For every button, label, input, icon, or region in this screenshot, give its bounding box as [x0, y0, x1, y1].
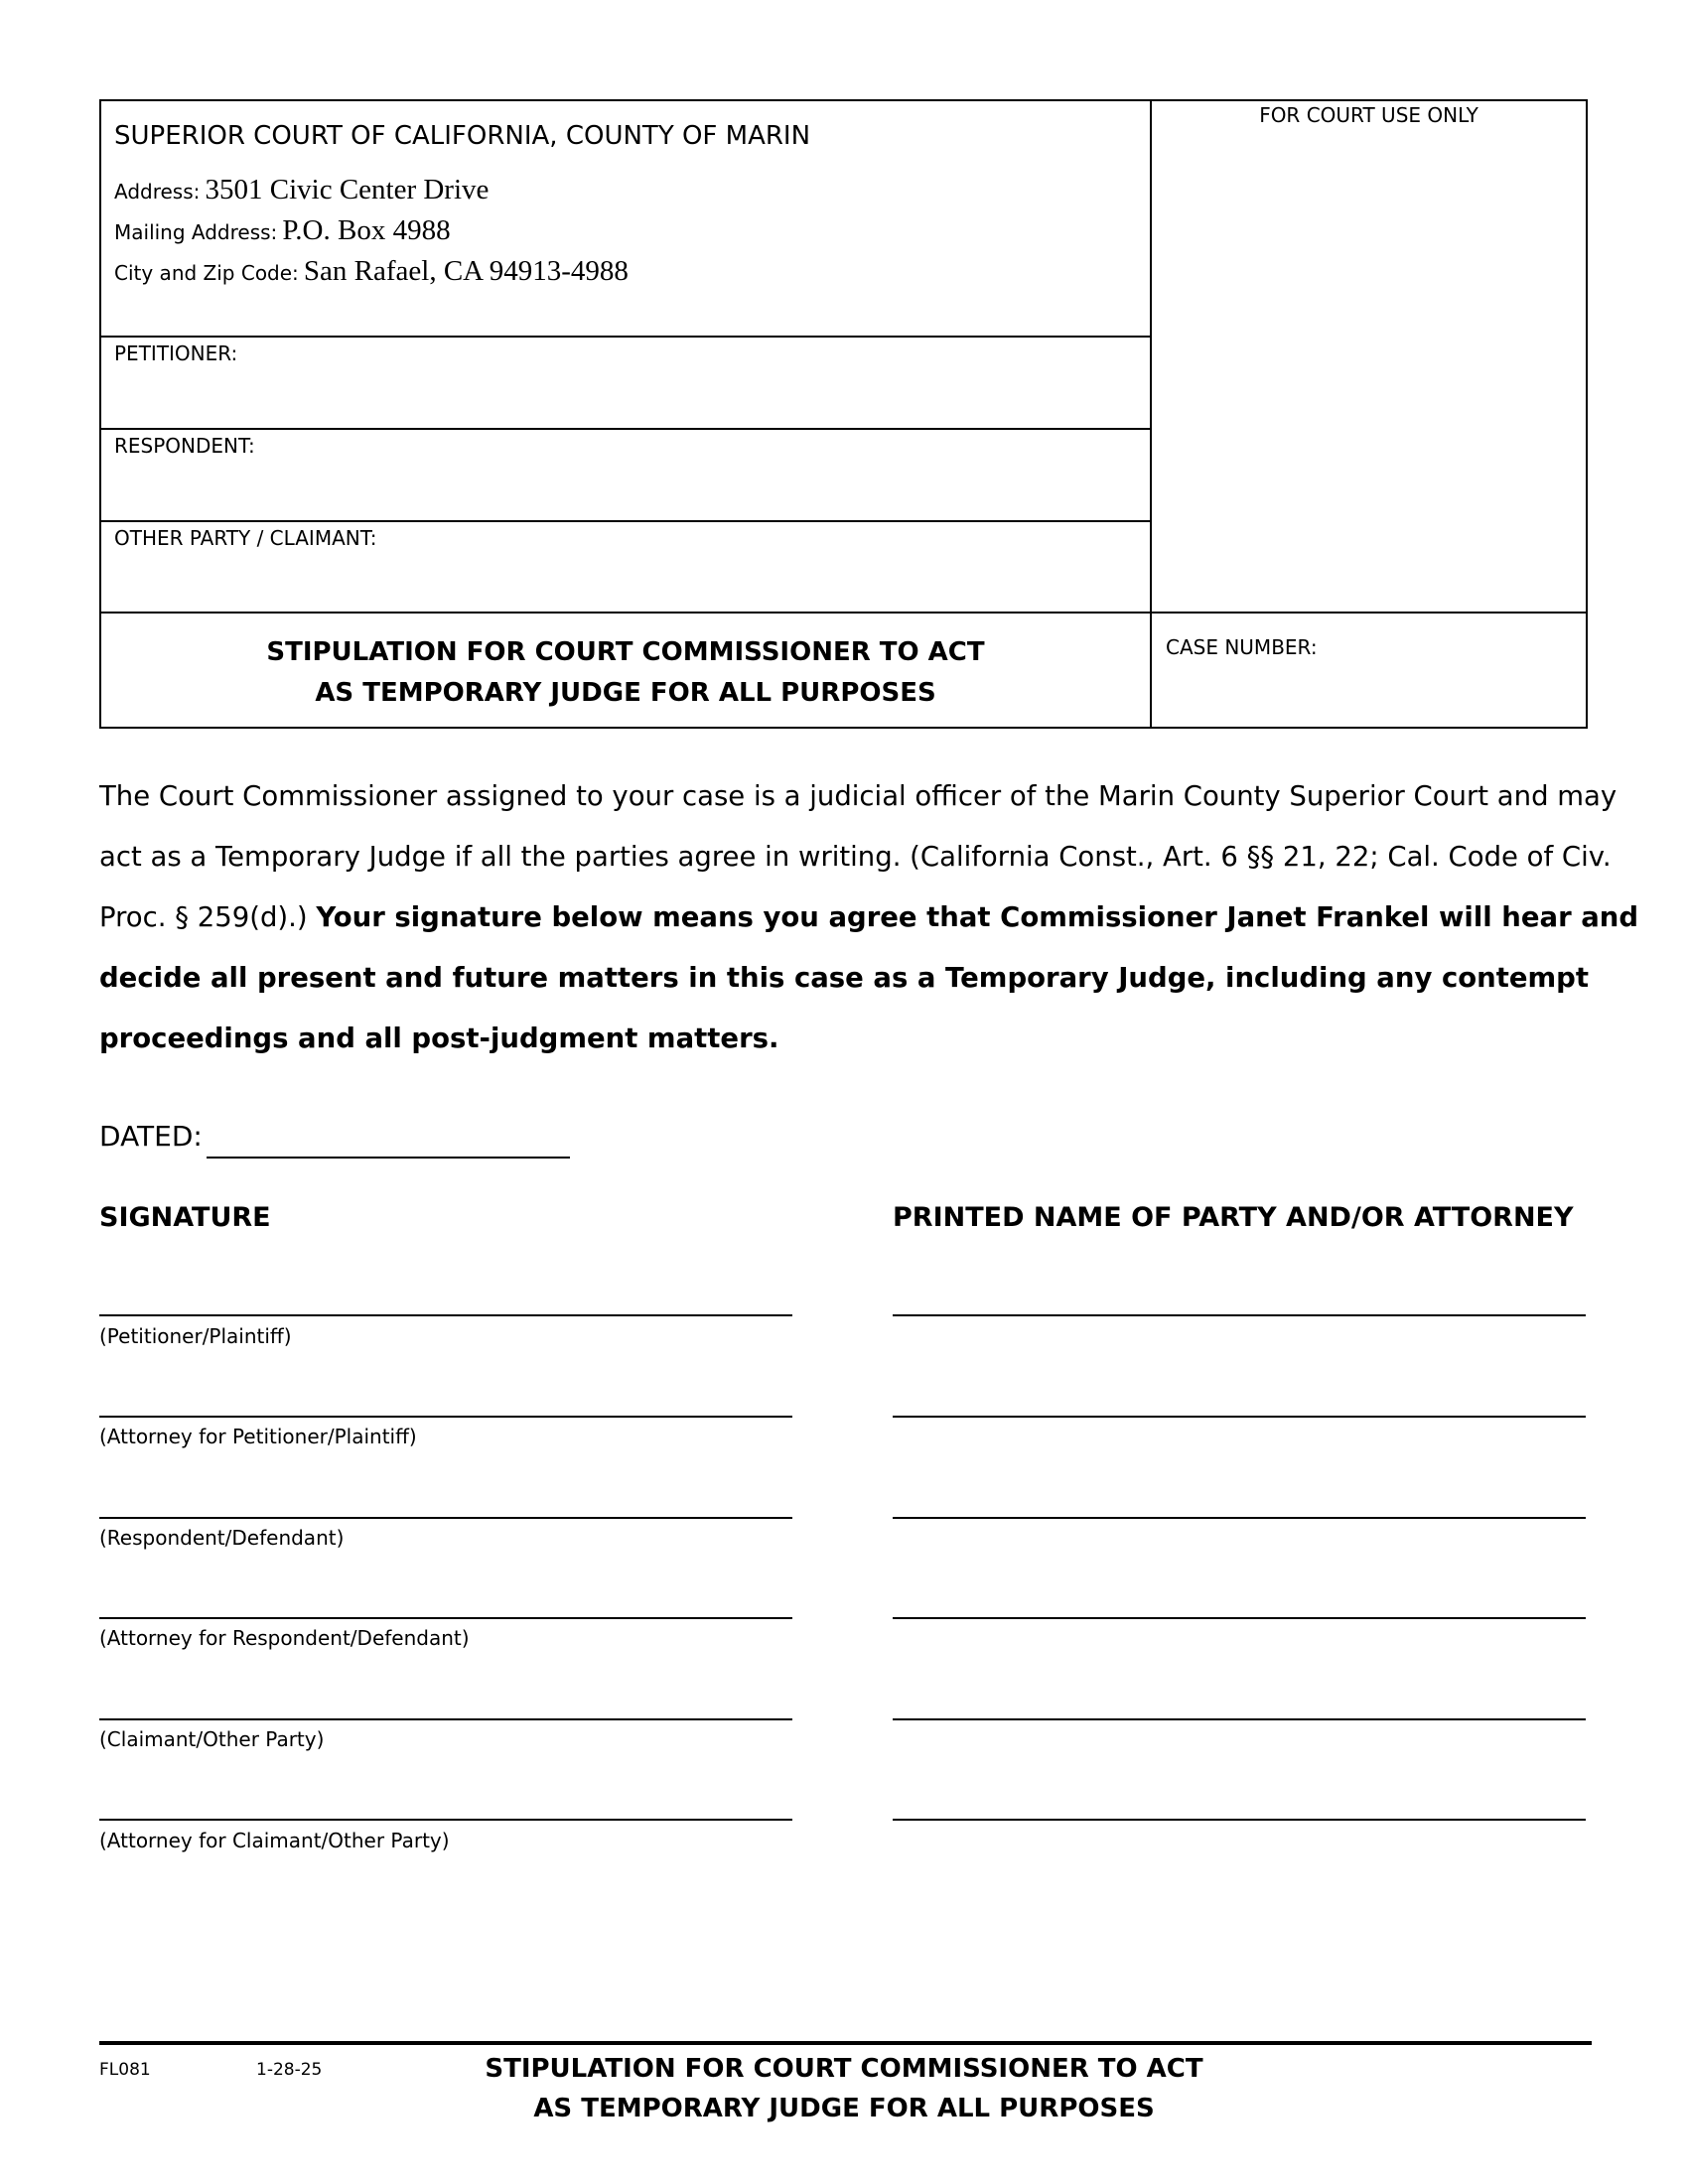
- signature-caption: (Respondent/Defendant): [99, 1526, 345, 1550]
- paragraph-bold-text: proceedings and all post-judgment matters.: [99, 1023, 779, 1054]
- petitioner-printed-name-line[interactable]: [893, 1314, 1586, 1316]
- form-title-line-2: AS TEMPORARY JUDGE FOR ALL PURPOSES: [315, 678, 936, 708]
- respondent-printed-name-line[interactable]: [893, 1517, 1586, 1519]
- paragraph-bold-text: decide all present and future matters in this case as a Temporary Judge, including any contempt: [99, 962, 1589, 994]
- footer-title: [397, 2049, 1291, 2128]
- other-party-label: OTHER PARTY / CLAIMANT:: [114, 526, 377, 550]
- address-value: 3501 Civic Center Drive: [205, 174, 490, 205]
- paragraph-bold-text: Your signature below means you agree that Commissioner Janet Frankel will hear and: [316, 901, 1639, 933]
- paragraph-line: act as a Temporary Judge if all the parties agree in writing. (California Const., Art. 6 §§ 21, 22; Cal. Code of Civ.: [99, 841, 1612, 873]
- mailing-address-label: Mailing Address:: [114, 220, 278, 244]
- respondent-field[interactable]: [101, 460, 1148, 517]
- paragraph-line: [99, 1009, 1609, 1069]
- form-title: [101, 632, 1150, 714]
- signature-caption: (Attorney for Petitioner/Plaintiff): [99, 1425, 417, 1448]
- case-number-label: CASE NUMBER:: [1166, 635, 1318, 659]
- caption-divider: [1150, 99, 1152, 729]
- caption-rule: [99, 428, 1152, 430]
- form-number: FL081: [99, 2060, 151, 2080]
- mailing-address-value: P.O. Box 4988: [282, 214, 451, 246]
- footer-title-line-2: AS TEMPORARY JUDGE FOR ALL PURPOSES: [533, 2094, 1155, 2123]
- signature-caption: (Petitioner/Plaintiff): [99, 1324, 292, 1348]
- other-party-field[interactable]: [101, 552, 1148, 610]
- stipulation-paragraph: [99, 766, 1639, 1069]
- form-title-line-1: STIPULATION FOR COURT COMMISSIONER TO ACT: [266, 637, 985, 667]
- petitioner-attorney-printed-name-line[interactable]: [893, 1416, 1586, 1418]
- respondent-label: RESPONDENT:: [114, 434, 255, 458]
- respondent-attorney-signature-line[interactable]: [99, 1617, 792, 1619]
- respondent-attorney-printed-name-line[interactable]: [893, 1617, 1586, 1619]
- signature-caption: (Attorney for Respondent/Defendant): [99, 1626, 470, 1650]
- claimant-printed-name-line[interactable]: [893, 1718, 1586, 1720]
- court-name: SUPERIOR COURT OF CALIFORNIA, COUNTY OF MARIN: [114, 121, 811, 151]
- paragraph-line: The Court Commissioner assigned to your case is a judicial officer of the Marin County Superior Court and may: [99, 780, 1618, 812]
- claimant-attorney-printed-name-line[interactable]: [893, 1819, 1586, 1821]
- paragraph-line: [99, 948, 1609, 1009]
- court-city-zip: [114, 255, 629, 288]
- court-mailing-address: [114, 214, 451, 247]
- claimant-attorney-signature-line[interactable]: [99, 1819, 792, 1821]
- respondent-signature-line[interactable]: [99, 1517, 792, 1519]
- petitioner-attorney-signature-line[interactable]: [99, 1416, 792, 1418]
- city-zip-label: City and Zip Code:: [114, 261, 299, 285]
- case-number-field[interactable]: [1154, 663, 1585, 725]
- printed-name-heading: PRINTED NAME OF PARTY AND/OR ATTORNEY: [893, 1202, 1574, 1233]
- dated-label: DATED:: [99, 1120, 203, 1153]
- city-zip-value: San Rafael, CA 94913-4988: [303, 255, 629, 287]
- footer-rule: [99, 2041, 1592, 2045]
- court-use-only-label: FOR COURT USE ONLY: [1259, 103, 1478, 127]
- petitioner-signature-line[interactable]: [99, 1314, 792, 1316]
- dated-field[interactable]: [207, 1117, 570, 1159]
- caption-rule: [99, 336, 1152, 338]
- claimant-signature-line[interactable]: [99, 1718, 792, 1720]
- address-label: Address:: [114, 180, 201, 204]
- caption-rule: [99, 520, 1152, 522]
- court-address: [114, 174, 489, 206]
- footer-title-line-1: STIPULATION FOR COURT COMMISSIONER TO ACT: [485, 2054, 1203, 2084]
- paragraph-line: [99, 887, 1639, 948]
- petitioner-field[interactable]: [101, 367, 1148, 425]
- petitioner-label: PETITIONER:: [114, 341, 238, 365]
- signature-heading: SIGNATURE: [99, 1202, 271, 1233]
- signature-caption: (Attorney for Claimant/Other Party): [99, 1829, 450, 1852]
- caption-rule: [99, 612, 1588, 614]
- paragraph-text: Proc. § 259(d).): [99, 901, 317, 933]
- revision-date: 1-28-25: [256, 2060, 323, 2080]
- signature-caption: (Claimant/Other Party): [99, 1727, 325, 1751]
